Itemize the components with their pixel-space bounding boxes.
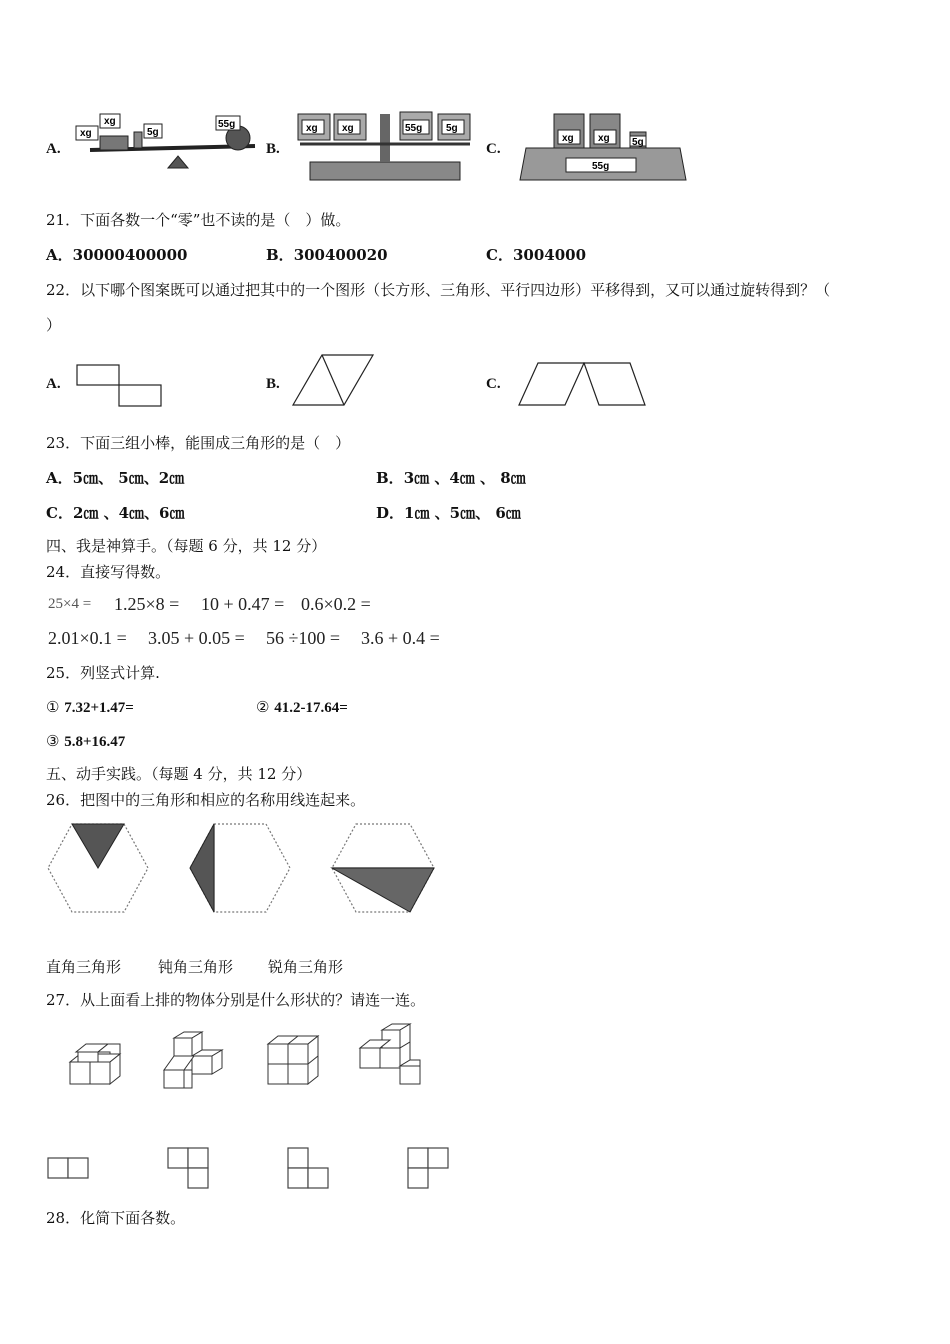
q23-option-a-label: A． [46,469,73,487]
label-xg-5: xg [562,133,574,144]
label-xg-3: xg [306,123,318,134]
q23-option-d-text: 1㎝ 、5㎝、 6㎝ [404,504,521,522]
q24-expr-2: 1.25×8 = [114,594,180,614]
q26-hexagon-3 [328,822,438,916]
q22-option-b-label[interactable]: B. [266,376,280,392]
q26-hexagon-2 [188,822,294,916]
q22-parallelograms-figure [518,360,648,408]
q21-option-a[interactable] [46,246,187,264]
q24-expr-6: 3.05 + 0.05 = [148,628,245,648]
q21-option-a-label: A． [46,246,73,264]
q23-option-b[interactable] [376,469,526,487]
q25-item-2-expr: 41.2-17.64= [274,700,348,716]
q24-expr-1: 25×4 = [48,596,92,612]
q25-item-2-num: ② [256,698,270,716]
q27-cubes-1 [66,1040,126,1088]
q26-name-right: 直角三角形 [46,958,122,976]
section-4-title: 四、我是神算手。（每题 6 分，共 12 分） [46,537,327,555]
q27-cubes-3 [264,1032,322,1088]
q24-expr-8: 3.6 + 0.4 = [361,628,440,648]
q21-option-c[interactable] [486,246,586,264]
q23-option-c[interactable] [46,504,185,522]
label-xg-6: xg [598,133,610,144]
q21-option-c-label: C． [486,246,513,264]
q27-view-2 [166,1146,212,1192]
label-xg-1: xg [80,128,92,139]
q24-expr-5: 2.01×0.1 = [48,628,127,648]
q24-expr-7: 56 ÷100 = [266,628,341,648]
q27-stem: 27．从上面看上排的物体分别是什么形状的？请连一连。 [46,991,426,1009]
q23-option-b-text: 3㎝ 、4㎝ 、 8㎝ [403,469,526,487]
q27-cubes-2 [160,1030,226,1092]
q22-option-a-label[interactable]: A. [46,376,61,392]
q23-stem: 23．下面三组小棒，能围成三角形的是（ ） [46,434,351,452]
q25-item-3-expr: 5.8+16.47 [64,734,126,750]
q22-rectangles-figure [76,364,166,410]
q21-option-b-text: 300400020 [293,246,388,264]
q27-view-3 [286,1146,332,1192]
q25-item-1 [46,698,134,717]
label-55g-3: 55g [592,161,610,172]
q23-option-a-text: 5㎝、 5㎝、2㎝ [72,469,185,487]
q23-option-d[interactable] [376,504,521,522]
q21-option-c-text: 3004000 [512,246,587,264]
label-xg-4: xg [342,123,354,134]
q24-stem: 24．直接写得数。 [46,563,171,581]
q21-option-a-text: 30000400000 [72,246,188,264]
q26-name-obtuse: 钝角三角形 [158,958,234,976]
q22-stem-line2: ） [46,316,62,334]
q27-view-1 [46,1156,92,1182]
q23-option-d-label: D． [376,504,405,522]
label-xg-2: xg [104,116,116,127]
q20-option-c-label[interactable]: C. [486,141,501,157]
q26-name-acute: 锐角三角形 [268,958,344,976]
q24-expr-4: 0.6×0.2 = [301,594,371,614]
scale-digital-figure [518,108,688,186]
label-5g-2: 5g [446,123,458,134]
q23-option-b-label: B． [376,469,404,487]
balance-pan-figure [290,104,480,184]
q22-triangles-figure [292,354,378,408]
q27-view-4 [406,1146,452,1192]
q25-item-1-expr: 7.32+1.47= [64,700,134,716]
q25-stem: 25．列竖式计算. [46,664,160,682]
q24-expr-3: 10 + 0.47 = [201,594,285,614]
q22-stem-line1: 22．以下哪个图案既可以通过把其中的一个图形（长方形、三角形、平行四边形）平移得到，又可以通过旋转得到？（ [46,281,831,299]
balance-seesaw-figure [70,108,260,188]
q25-item-1-num: ① [46,698,60,716]
q22-option-c-label[interactable]: C. [486,376,501,392]
label-5g-1: 5g [147,127,159,138]
q21-stem: 21．下面各数一个“零”也不读的是（ ）做。 [46,211,351,229]
q23-option-c-label: C． [46,504,73,522]
q20-option-a-label[interactable]: A. [46,141,61,157]
q21-option-b-label: B． [266,246,294,264]
q23-option-a[interactable] [46,469,184,487]
label-55g-1: 55g [218,119,236,130]
label-5g-3: 5g [632,137,644,148]
q26-stem: 26．把图中的三角形和相应的名称用线连起来。 [46,791,366,809]
q27-cubes-4 [356,1022,426,1088]
q23-option-c-text: 2㎝ 、4㎝、6㎝ [72,504,185,522]
q25-item-2 [256,698,348,717]
q28-stem: 28．化简下面各数。 [46,1209,186,1227]
section-5-title: 五、动手实践。（每题 4 分，共 12 分） [46,765,312,783]
q26-hexagon-1 [44,822,152,916]
q25-item-3 [46,732,125,751]
label-55g-2: 55g [405,123,423,134]
q20-option-b-label[interactable]: B. [266,141,280,157]
q25-item-3-num: ③ [46,732,60,750]
q21-option-b[interactable] [266,246,388,264]
